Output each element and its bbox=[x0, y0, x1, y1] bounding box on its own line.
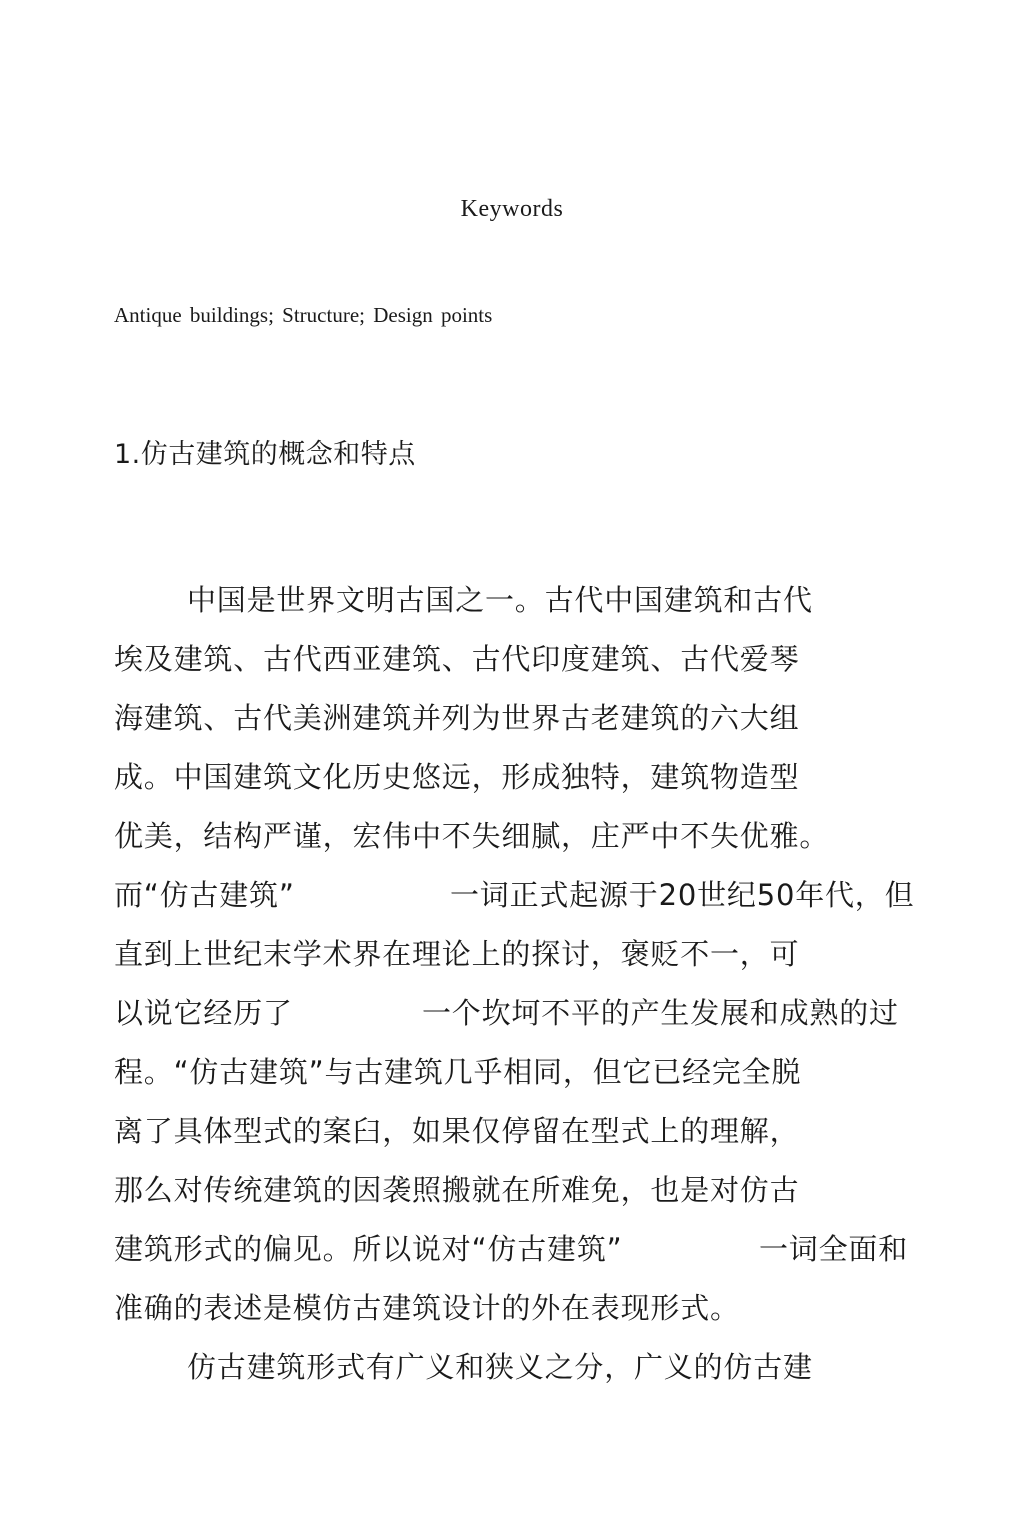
body-line: 中国是世界文明古国之一。古代中国建筑和古代 bbox=[187, 583, 813, 617]
body-line: 优美，结构严谨，宏伟中不失细腻，庄严中不失优雅。 bbox=[114, 819, 830, 853]
body-line: 成。中国建筑文化历史悠远，形成独特，建筑物造型 bbox=[114, 760, 800, 794]
body-line: 海建筑、古代美洲建筑并列为世界古老建筑的六大组 bbox=[114, 701, 800, 735]
body-line-split bbox=[114, 996, 914, 1030]
body-line: 仿古建筑形式有广义和狭义之分，广义的仿古建 bbox=[187, 1350, 813, 1384]
body-line: 准确的表述是模仿古建筑设计的外在表现形式。 bbox=[114, 1291, 740, 1325]
body-line-segment: 一个坎坷不平的产生发展和成熟的过 bbox=[422, 996, 899, 1030]
body-line-segment: 一词全面和 bbox=[759, 1232, 909, 1266]
body-line-segment: 而“仿古建筑” bbox=[114, 878, 295, 912]
body-line: 那么对传统建筑的因袭照搬就在所难免，也是对仿古 bbox=[114, 1173, 800, 1207]
body-line: 程。“仿古建筑”与古建筑几乎相同，但它已经完全脱 bbox=[114, 1055, 802, 1089]
body-line-split bbox=[114, 878, 914, 912]
body-line: 埃及建筑、古代西亚建筑、古代印度建筑、古代爱琴 bbox=[114, 642, 800, 676]
body-line-segment: 建筑形式的偏见。所以说对“仿古建筑” bbox=[114, 1232, 623, 1266]
body-line: 直到上世纪末学术界在理论上的探讨，褒贬不一，可 bbox=[114, 937, 800, 971]
body-line: 离了具体型式的案臼，如果仅停留在型式上的理解， bbox=[114, 1114, 800, 1148]
body-line-segment: 以说它经历了 bbox=[114, 996, 293, 1030]
body-line-split bbox=[114, 1232, 914, 1266]
keywords-list: Antique buildings; Structure; Design points bbox=[114, 303, 493, 327]
section-title: 1.仿古建筑的概念和特点 bbox=[114, 439, 416, 470]
keywords-heading: Keywords bbox=[460, 196, 564, 222]
body-line-segment: 一词正式起源于20世纪50年代，但 bbox=[450, 878, 915, 912]
